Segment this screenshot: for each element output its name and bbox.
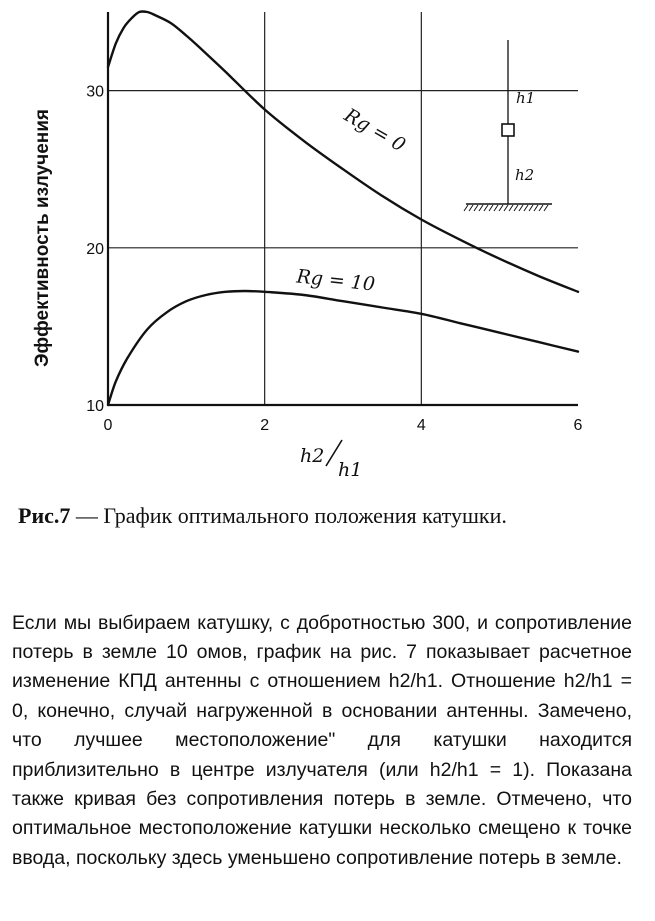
ground-hatch-mark	[504, 205, 508, 211]
y-tick-label-20: 20	[86, 240, 104, 258]
caption-text: — График оптимального положения катушки.	[70, 503, 507, 528]
figure-caption	[18, 503, 630, 529]
ground-hatch-mark	[479, 205, 483, 211]
inset-label-h2: h2	[515, 166, 535, 184]
antenna-inset-diagram	[464, 40, 552, 211]
body-paragraph: Если мы выбираем катушку, с добротностью 300, и сопротивление потерь в земле 10 омов, график на рис. 7 показывает расчетное изменение КПД антенны с отношением h2/h1. Отношение h2/h1 = 0, конечно, случай нагруженной в основании антенны. Замечено, что лучшее местоположение" для катушки находится приблизительно в центре излучателя (или h2/h1 = 1). Показана также кривая без сопротивления потерь в земле. Отмечено, что оптимальное местоположение катушки несколько смещено к точке ввода, поскольку здесь уменьшено сопротивление потерь в земле.	[12, 611, 632, 869]
ground-hatch-mark	[509, 205, 513, 211]
ground-hatch-mark	[514, 205, 518, 211]
x-axis-label-denominator: h1	[338, 459, 363, 481]
caption-label: Рис.7	[18, 503, 71, 528]
series-line-rg-10	[108, 291, 578, 405]
ground-hatch-mark	[529, 205, 533, 211]
x-axis-label-numerator: h2	[300, 445, 325, 467]
ground-hatch-mark	[474, 205, 478, 211]
ground-hatch-mark	[519, 205, 523, 211]
ground-hatch-mark	[494, 205, 498, 211]
ground-hatch-mark	[484, 205, 488, 211]
series-label-rg-10: Rg = 10	[295, 265, 377, 296]
y-axis-label: Эффективность излучения	[32, 108, 53, 368]
x-tick-label-6: 6	[573, 417, 583, 434]
y-tick-label-10: 10	[86, 398, 104, 415]
y-tick-label-30: 30	[86, 83, 104, 101]
ground-hatch-mark	[464, 205, 468, 211]
x-tick-label-0: 0	[103, 417, 113, 434]
coil-symbol	[502, 124, 514, 136]
ground-hatch-mark	[489, 205, 493, 211]
ground-hatching	[464, 205, 548, 211]
x-axis-label	[300, 440, 362, 481]
ground-hatch-mark	[539, 205, 543, 211]
inset-label-h1: h1	[516, 89, 536, 107]
ground-hatch-mark	[534, 205, 538, 211]
x-tick-label-2: 2	[260, 417, 270, 434]
series-label-rg-0: Rg = 0	[340, 104, 410, 157]
ground-hatch-mark	[544, 205, 548, 211]
ground-hatch-mark	[499, 205, 503, 211]
ground-hatch-mark	[524, 205, 528, 211]
ground-hatch-mark	[469, 205, 473, 211]
x-tick-label-4: 4	[416, 417, 426, 434]
